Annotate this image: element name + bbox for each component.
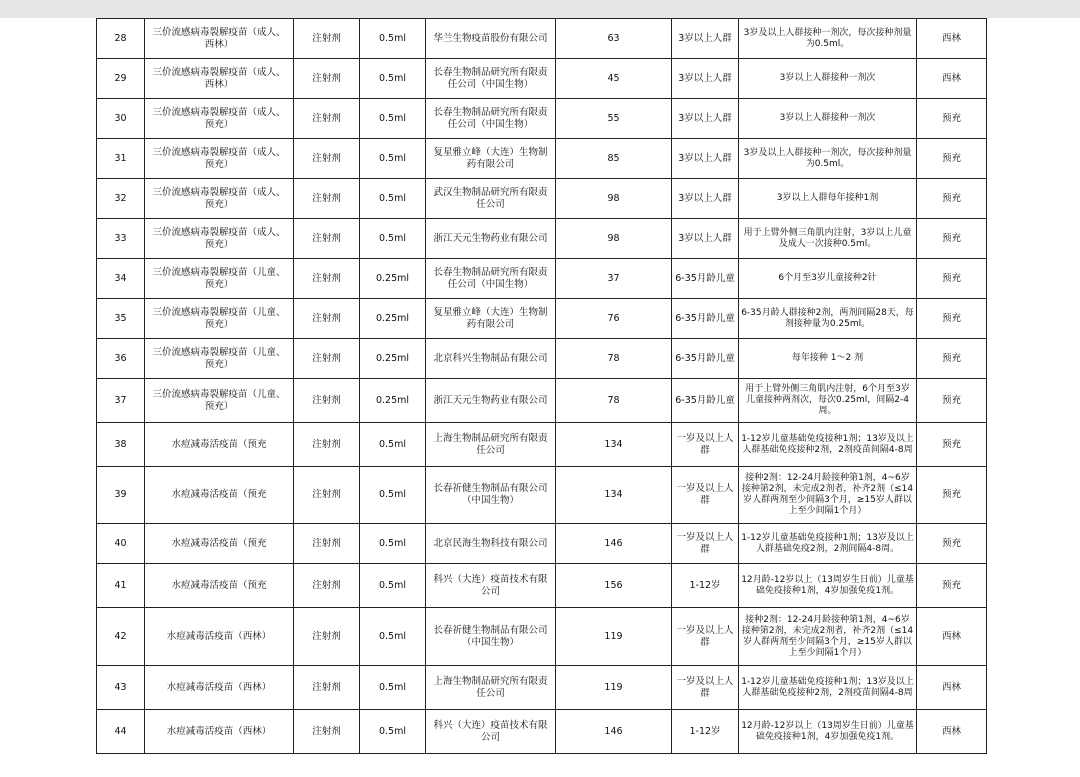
target-population-cell: 3岁以上人群 bbox=[672, 219, 739, 259]
price-cell: 55 bbox=[556, 99, 672, 139]
table-row bbox=[97, 608, 987, 666]
table-row bbox=[97, 179, 987, 219]
dosage-form-cell: 注射剂 bbox=[294, 524, 360, 564]
specification-cell: 0.5ml bbox=[360, 710, 426, 754]
table-row bbox=[97, 379, 987, 423]
specification-cell: 0.5ml bbox=[360, 564, 426, 608]
price-cell: 98 bbox=[556, 179, 672, 219]
manufacturer-cell: 北京民海生物科技有限公司 bbox=[426, 524, 556, 564]
price-cell: 37 bbox=[556, 259, 672, 299]
table-row bbox=[97, 467, 987, 524]
dosage-form-cell: 注射剂 bbox=[294, 710, 360, 754]
table-row bbox=[97, 710, 987, 754]
price-cell: 76 bbox=[556, 299, 672, 339]
usage-cell: 6-35月龄人群接种2剂，两剂间隔28天，每剂接种量为0.25ml。 bbox=[739, 299, 917, 339]
vaccine-name-cell: 三价流感病毒裂解疫苗（儿童、预充） bbox=[145, 299, 294, 339]
price-cell: 85 bbox=[556, 139, 672, 179]
packaging-cell: 预充 bbox=[917, 219, 987, 259]
target-population-cell: 一岁及以上人群 bbox=[672, 524, 739, 564]
dosage-form-cell: 注射剂 bbox=[294, 379, 360, 423]
vaccine-name-cell: 三价流感病毒裂解疫苗（儿童、预充） bbox=[145, 339, 294, 379]
manufacturer-cell: 上海生物制品研究所有限责任公司 bbox=[426, 666, 556, 710]
document-page bbox=[0, 18, 1080, 777]
row-number-cell: 32 bbox=[97, 179, 145, 219]
vaccine-name-cell: 三价流感病毒裂解疫苗（成人、预充） bbox=[145, 179, 294, 219]
vaccine-table bbox=[96, 18, 987, 754]
row-number-cell: 39 bbox=[97, 467, 145, 524]
dosage-form-cell: 注射剂 bbox=[294, 608, 360, 666]
packaging-cell: 预充 bbox=[917, 179, 987, 219]
usage-cell: 接种2剂：12-24月龄接种第1剂，4~6岁接种第2剂，未完成2剂者，补齐2剂（≤14岁人群两剂至少间隔3个月，≥15岁人群以上至少间隔1个月） bbox=[739, 467, 917, 524]
usage-cell: 接种2剂：12-24月龄接种第1剂，4~6岁接种第2剂，未完成2剂者，补齐2剂（≤14岁人群两剂至少间隔3个月，≥15岁人群以上至少间隔1个月） bbox=[739, 608, 917, 666]
specification-cell: 0.5ml bbox=[360, 666, 426, 710]
row-number-cell: 35 bbox=[97, 299, 145, 339]
manufacturer-cell: 长春祈健生物制品有限公司（中国生物） bbox=[426, 608, 556, 666]
packaging-cell: 西林 bbox=[917, 710, 987, 754]
row-number-cell: 33 bbox=[97, 219, 145, 259]
dosage-form-cell: 注射剂 bbox=[294, 179, 360, 219]
packaging-cell: 预充 bbox=[917, 339, 987, 379]
vaccine-name-cell: 水痘减毒活疫苗（西林） bbox=[145, 710, 294, 754]
usage-cell: 3岁以上人群接种一剂次 bbox=[739, 99, 917, 139]
price-cell: 45 bbox=[556, 59, 672, 99]
usage-cell: 1-12岁儿童基础免疫接种1剂；13岁及以上人群基础免疫接种2剂，2剂疫苗间隔4-8周 bbox=[739, 423, 917, 467]
specification-cell: 0.25ml bbox=[360, 379, 426, 423]
vaccine-name-cell: 三价流感病毒裂解疫苗（成人、预充） bbox=[145, 139, 294, 179]
manufacturer-cell: 华兰生物疫苗股份有限公司 bbox=[426, 19, 556, 59]
price-cell: 146 bbox=[556, 710, 672, 754]
usage-cell: 1-12岁儿童基础免疫接种1剂；13岁及以上人群基础免疫2剂，2剂间隔4-8周。 bbox=[739, 524, 917, 564]
table-row bbox=[97, 259, 987, 299]
usage-cell: 12月龄-12岁以上（13周岁生日前）儿童基础免疫接种1剂，4岁加强免疫1剂。 bbox=[739, 564, 917, 608]
price-cell: 134 bbox=[556, 423, 672, 467]
table-row bbox=[97, 219, 987, 259]
packaging-cell: 西林 bbox=[917, 19, 987, 59]
vaccine-name-cell: 三价流感病毒裂解疫苗（成人、预充） bbox=[145, 99, 294, 139]
table-row bbox=[97, 423, 987, 467]
price-cell: 134 bbox=[556, 467, 672, 524]
dosage-form-cell: 注射剂 bbox=[294, 139, 360, 179]
table-body bbox=[97, 19, 987, 754]
dosage-form-cell: 注射剂 bbox=[294, 339, 360, 379]
target-population-cell: 1-12岁 bbox=[672, 564, 739, 608]
vaccine-name-cell: 水痘减毒活疫苗（预充 bbox=[145, 467, 294, 524]
dosage-form-cell: 注射剂 bbox=[294, 19, 360, 59]
manufacturer-cell: 浙江天元生物药业有限公司 bbox=[426, 219, 556, 259]
manufacturer-cell: 长春生物制品研究所有限责任公司（中国生物） bbox=[426, 99, 556, 139]
dosage-form-cell: 注射剂 bbox=[294, 423, 360, 467]
table-row bbox=[97, 564, 987, 608]
manufacturer-cell: 长春生物制品研究所有限责任公司（中国生物） bbox=[426, 259, 556, 299]
table-row bbox=[97, 299, 987, 339]
price-cell: 98 bbox=[556, 219, 672, 259]
packaging-cell: 预充 bbox=[917, 379, 987, 423]
table-row bbox=[97, 339, 987, 379]
vaccine-name-cell: 水痘减毒活疫苗（预充 bbox=[145, 564, 294, 608]
specification-cell: 0.5ml bbox=[360, 139, 426, 179]
price-cell: 78 bbox=[556, 339, 672, 379]
target-population-cell: 一岁及以上人群 bbox=[672, 467, 739, 524]
row-number-cell: 37 bbox=[97, 379, 145, 423]
table-row bbox=[97, 99, 987, 139]
usage-cell: 3岁及以上人群接种一剂次，每次接种剂量为0.5ml。 bbox=[739, 139, 917, 179]
price-cell: 78 bbox=[556, 379, 672, 423]
target-population-cell: 6-35月龄儿童 bbox=[672, 259, 739, 299]
manufacturer-cell: 长春祈健生物制品有限公司（中国生物） bbox=[426, 467, 556, 524]
row-number-cell: 38 bbox=[97, 423, 145, 467]
packaging-cell: 西林 bbox=[917, 666, 987, 710]
specification-cell: 0.5ml bbox=[360, 179, 426, 219]
row-number-cell: 31 bbox=[97, 139, 145, 179]
vaccine-name-cell: 水痘减毒活疫苗（西林） bbox=[145, 608, 294, 666]
dosage-form-cell: 注射剂 bbox=[294, 564, 360, 608]
target-population-cell: 6-35月龄儿童 bbox=[672, 299, 739, 339]
table-row bbox=[97, 19, 987, 59]
target-population-cell: 一岁及以上人群 bbox=[672, 666, 739, 710]
row-number-cell: 34 bbox=[97, 259, 145, 299]
target-population-cell: 3岁以上人群 bbox=[672, 99, 739, 139]
usage-cell: 用于上臂外侧三角肌内注射，6个月至3岁儿童接种两剂次，每次0.25ml，间隔2-4周。 bbox=[739, 379, 917, 423]
usage-cell: 每年接种 1～2 剂 bbox=[739, 339, 917, 379]
table-row bbox=[97, 666, 987, 710]
packaging-cell: 预充 bbox=[917, 259, 987, 299]
vaccine-name-cell: 三价流感病毒裂解疫苗（成人、西林） bbox=[145, 19, 294, 59]
manufacturer-cell: 武汉生物制品研究所有限责任公司 bbox=[426, 179, 556, 219]
target-population-cell: 一岁及以上人群 bbox=[672, 423, 739, 467]
usage-cell: 3岁以上人群每年接种1剂 bbox=[739, 179, 917, 219]
usage-cell: 12月龄-12岁以上（13周岁生日前）儿童基础免疫接种1剂，4岁加强免疫1剂。 bbox=[739, 710, 917, 754]
row-number-cell: 42 bbox=[97, 608, 145, 666]
row-number-cell: 44 bbox=[97, 710, 145, 754]
dosage-form-cell: 注射剂 bbox=[294, 99, 360, 139]
vaccine-name-cell: 水痘减毒活疫苗（西林） bbox=[145, 666, 294, 710]
manufacturer-cell: 长春生物制品研究所有限责任公司（中国生物） bbox=[426, 59, 556, 99]
target-population-cell: 1-12岁 bbox=[672, 710, 739, 754]
specification-cell: 0.5ml bbox=[360, 608, 426, 666]
packaging-cell: 西林 bbox=[917, 59, 987, 99]
target-population-cell: 3岁以上人群 bbox=[672, 19, 739, 59]
row-number-cell: 40 bbox=[97, 524, 145, 564]
row-number-cell: 30 bbox=[97, 99, 145, 139]
target-population-cell: 3岁以上人群 bbox=[672, 179, 739, 219]
dosage-form-cell: 注射剂 bbox=[294, 299, 360, 339]
manufacturer-cell: 北京科兴生物制品有限公司 bbox=[426, 339, 556, 379]
specification-cell: 0.25ml bbox=[360, 339, 426, 379]
packaging-cell: 西林 bbox=[917, 608, 987, 666]
table-row bbox=[97, 139, 987, 179]
packaging-cell: 预充 bbox=[917, 99, 987, 139]
dosage-form-cell: 注射剂 bbox=[294, 666, 360, 710]
manufacturer-cell: 上海生物制品研究所有限责任公司 bbox=[426, 423, 556, 467]
usage-cell: 3岁及以上人群接种一剂次，每次接种剂量为0.5ml。 bbox=[739, 19, 917, 59]
packaging-cell: 预充 bbox=[917, 467, 987, 524]
packaging-cell: 预充 bbox=[917, 139, 987, 179]
specification-cell: 0.5ml bbox=[360, 467, 426, 524]
packaging-cell: 预充 bbox=[917, 564, 987, 608]
viewer-toolbar bbox=[0, 0, 1080, 19]
manufacturer-cell: 复星雅立峰（大连）生物制药有限公司 bbox=[426, 299, 556, 339]
price-cell: 146 bbox=[556, 524, 672, 564]
vaccine-name-cell: 水痘减毒活疫苗（预充 bbox=[145, 423, 294, 467]
price-cell: 119 bbox=[556, 666, 672, 710]
dosage-form-cell: 注射剂 bbox=[294, 59, 360, 99]
usage-cell: 1-12岁儿童基础免疫接种1剂；13岁及以上人群基础免疫接种2剂，2剂疫苗间隔4-8周 bbox=[739, 666, 917, 710]
dosage-form-cell: 注射剂 bbox=[294, 259, 360, 299]
vaccine-name-cell: 三价流感病毒裂解疫苗（成人、西林） bbox=[145, 59, 294, 99]
packaging-cell: 预充 bbox=[917, 423, 987, 467]
specification-cell: 0.5ml bbox=[360, 219, 426, 259]
vaccine-name-cell: 水痘减毒活疫苗（预充 bbox=[145, 524, 294, 564]
vaccine-name-cell: 三价流感病毒裂解疫苗（儿童、预充） bbox=[145, 259, 294, 299]
row-number-cell: 43 bbox=[97, 666, 145, 710]
usage-cell: 用于上臂外侧三角肌内注射，3岁以上儿童及成人一次接种0.5ml。 bbox=[739, 219, 917, 259]
packaging-cell: 预充 bbox=[917, 524, 987, 564]
specification-cell: 0.5ml bbox=[360, 19, 426, 59]
usage-cell: 6个月至3岁儿童接种2针 bbox=[739, 259, 917, 299]
usage-cell: 3岁以上人群接种一剂次 bbox=[739, 59, 917, 99]
target-population-cell: 6-35月龄儿童 bbox=[672, 379, 739, 423]
row-number-cell: 36 bbox=[97, 339, 145, 379]
target-population-cell: 6-35月龄儿童 bbox=[672, 339, 739, 379]
dosage-form-cell: 注射剂 bbox=[294, 219, 360, 259]
target-population-cell: 一岁及以上人群 bbox=[672, 608, 739, 666]
row-number-cell: 29 bbox=[97, 59, 145, 99]
manufacturer-cell: 复星雅立峰（大连）生物制药有限公司 bbox=[426, 139, 556, 179]
target-population-cell: 3岁以上人群 bbox=[672, 59, 739, 99]
specification-cell: 0.5ml bbox=[360, 99, 426, 139]
price-cell: 119 bbox=[556, 608, 672, 666]
row-number-cell: 41 bbox=[97, 564, 145, 608]
manufacturer-cell: 浙江天元生物药业有限公司 bbox=[426, 379, 556, 423]
specification-cell: 0.5ml bbox=[360, 59, 426, 99]
specification-cell: 0.25ml bbox=[360, 259, 426, 299]
table-row bbox=[97, 524, 987, 564]
specification-cell: 0.25ml bbox=[360, 299, 426, 339]
packaging-cell: 预充 bbox=[917, 299, 987, 339]
vaccine-name-cell: 三价流感病毒裂解疫苗（儿童、预充） bbox=[145, 379, 294, 423]
specification-cell: 0.5ml bbox=[360, 423, 426, 467]
manufacturer-cell: 科兴（大连）疫苗技术有限公司 bbox=[426, 564, 556, 608]
vaccine-name-cell: 三价流感病毒裂解疫苗（成人、预充） bbox=[145, 219, 294, 259]
specification-cell: 0.5ml bbox=[360, 524, 426, 564]
price-cell: 63 bbox=[556, 19, 672, 59]
row-number-cell: 28 bbox=[97, 19, 145, 59]
target-population-cell: 3岁以上人群 bbox=[672, 139, 739, 179]
price-cell: 156 bbox=[556, 564, 672, 608]
table-row bbox=[97, 59, 987, 99]
dosage-form-cell: 注射剂 bbox=[294, 467, 360, 524]
manufacturer-cell: 科兴（大连）疫苗技术有限公司 bbox=[426, 710, 556, 754]
